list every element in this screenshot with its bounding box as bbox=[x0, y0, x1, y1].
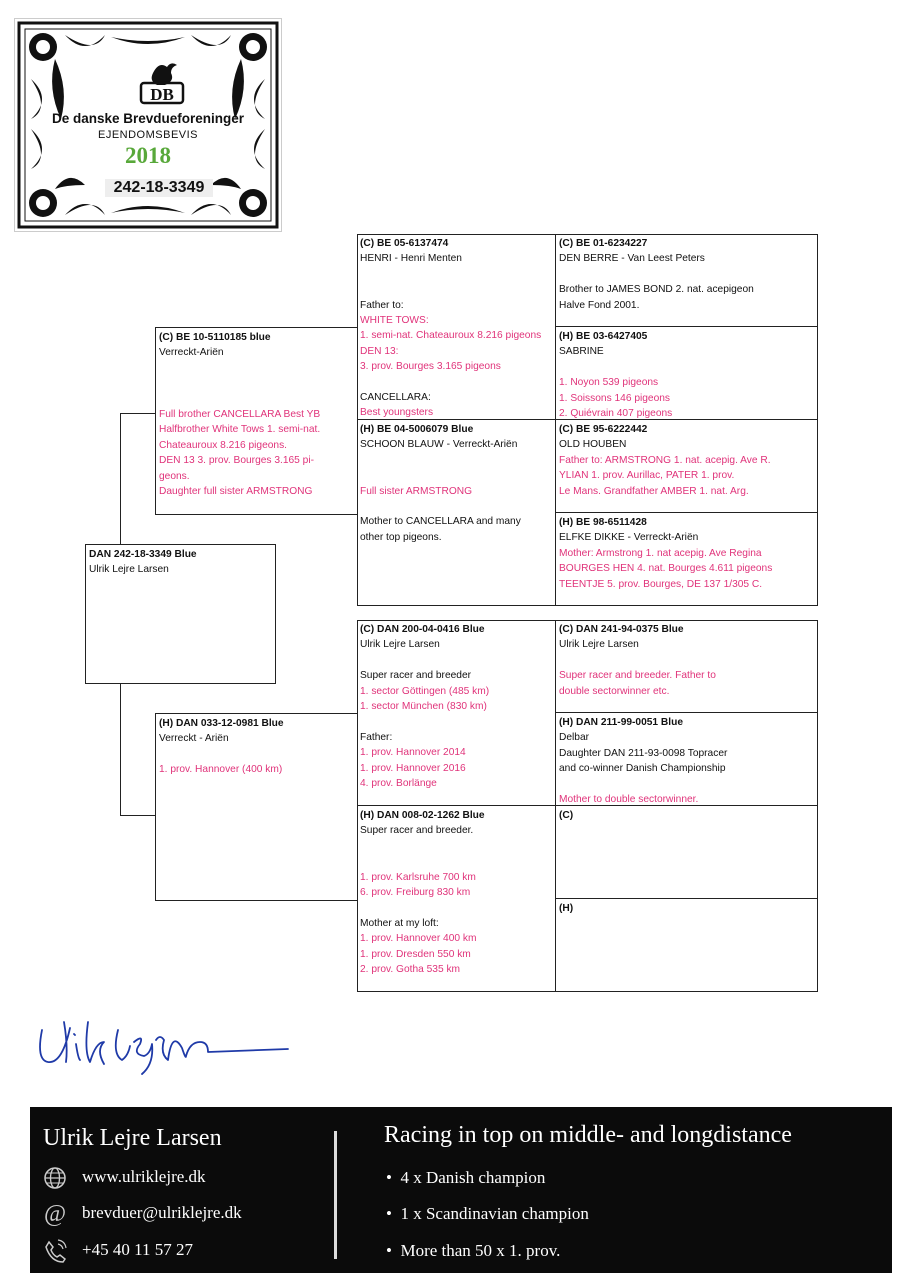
achievement-line: 1. Noyon 539 pigeons bbox=[559, 377, 659, 389]
achievement-bullet: • 1 x Scandinavian champion bbox=[386, 1204, 589, 1223]
pigeon-card-ggp-4 bbox=[556, 513, 818, 594]
achievement-line: 1. sector Göttingen (485 km) bbox=[360, 685, 490, 697]
ring-number: (H) DAN 211-99-0051 Blue bbox=[559, 717, 683, 728]
achievement-line: Halfbrother White Tows 1. semi-nat. bbox=[159, 424, 321, 436]
achievement-line: 2. Quiévrain 407 pigeons bbox=[559, 408, 673, 420]
ring-number: (C) DAN 241-94-0375 Blue bbox=[559, 624, 684, 635]
phone-number[interactable]: +45 40 11 57 27 bbox=[82, 1239, 193, 1259]
achievement-line: 1. prov. Hannover 2016 bbox=[360, 762, 466, 774]
achievement-line: 1. prov. Hannover 2014 bbox=[360, 747, 466, 759]
pigeon-card-ggp-6 bbox=[556, 713, 818, 809]
phone-row bbox=[42, 1238, 193, 1264]
svg-text:DB: DB bbox=[150, 85, 174, 104]
achievement-line: 1. semi-nat. Chateauroux 8.216 pigeons bbox=[360, 330, 542, 342]
pigeon-card-subject bbox=[85, 544, 276, 684]
ring-number: (C) BE 95-6222442 bbox=[559, 424, 648, 435]
at-sign-icon: @ bbox=[43, 1201, 67, 1227]
achievement-line: 2. prov. Gotha 535 km bbox=[360, 964, 461, 976]
achievement-line: 1. prov. Dresden 550 km bbox=[360, 948, 471, 960]
achievement-line: DEN 13: bbox=[360, 345, 399, 357]
email-row bbox=[42, 1201, 242, 1227]
ring-number: (H) BE 98-6511428 bbox=[559, 517, 647, 528]
ring-number: DAN 242-18-3349 Blue bbox=[89, 549, 197, 560]
breeder: OLD HOUBEN bbox=[559, 439, 627, 451]
pigeon-card-dam bbox=[155, 713, 358, 901]
website-row bbox=[42, 1165, 206, 1191]
pigeon-card-ggp-3 bbox=[556, 420, 818, 501]
pigeon-card-ggp-7 bbox=[556, 806, 818, 825]
globe-icon bbox=[42, 1165, 68, 1191]
connector-line bbox=[120, 413, 155, 414]
pigeon-card-sire-dam bbox=[357, 420, 555, 547]
achievement-line: 4. prov. Borlänge bbox=[360, 778, 437, 790]
association-logo bbox=[133, 57, 191, 107]
website-link[interactable]: www.ulriklejre.dk bbox=[82, 1166, 206, 1186]
breeder-name: Ulrik Lejre Larsen bbox=[43, 1125, 222, 1151]
phone-icon bbox=[42, 1238, 68, 1264]
breeder: ELFKE DIKKE - Verreckt-Ariën bbox=[559, 532, 699, 544]
info-label: Mother at my loft: bbox=[360, 917, 439, 929]
achievement-line: Best youngsters bbox=[360, 407, 434, 419]
ring-number: (H) BE 03-6427405 bbox=[559, 331, 648, 342]
breeder: Verreckt - Ariën bbox=[159, 733, 229, 745]
achievement-bullet: • 4 x Danish champion bbox=[386, 1168, 546, 1187]
ring-number: (H) DAN 008-02-1262 Blue bbox=[360, 810, 485, 821]
ring-number: (C) BE 05-6137474 bbox=[360, 238, 449, 249]
achievement-line: Mother: Armstrong 1. nat acepig. Ave Regina bbox=[559, 547, 762, 559]
achievement-line: BOURGES HEN 4. nat. Bourges 4.611 pigeons bbox=[559, 563, 773, 575]
email-link[interactable]: brevduer@ulriklejre.dk bbox=[82, 1202, 242, 1222]
achievement-line: Full brother CANCELLARA Best YB bbox=[159, 408, 321, 420]
breeder: HENRI - Henri Menten bbox=[360, 253, 462, 265]
breeder: SABRINE bbox=[559, 346, 604, 358]
achievement-line: 1. Soissons 146 pigeons bbox=[559, 392, 671, 404]
owner: Ulrik Lejre Larsen bbox=[89, 564, 169, 576]
breeder: Delbar bbox=[559, 732, 590, 744]
ring-number: (C) DAN 200-04-0416 Blue bbox=[360, 624, 485, 635]
pigeon-card-ggp-1 bbox=[556, 234, 818, 315]
achievement-line: double sectorwinner etc. bbox=[559, 685, 670, 697]
footer-tagline: Racing in top on middle- and longdistance bbox=[384, 1122, 792, 1148]
breeder: SCHOON BLAUW - Verreckt-Ariën bbox=[360, 439, 518, 451]
connector-line bbox=[120, 815, 155, 816]
achievement-bullet: • More than 50 x 1. prov. bbox=[386, 1241, 561, 1260]
achievement-line: Le Mans. Grandfather AMBER 1. nat. Arg. bbox=[559, 485, 749, 497]
ring-number: (C) BE 10-5110185 blue bbox=[159, 332, 271, 343]
pigeon-card-ggp-5 bbox=[556, 620, 818, 701]
info-line: and co-winner Danish Championship bbox=[559, 763, 726, 775]
info-line: Daughter DAN 211-93-0098 Topracer bbox=[559, 747, 728, 759]
connector-line bbox=[120, 684, 121, 815]
breeder: Ulrik Lejre Larsen bbox=[559, 639, 639, 651]
breeder: Verreckt-Ariën bbox=[159, 347, 224, 359]
ring-number: (H) DAN 033-12-0981 Blue bbox=[159, 718, 284, 729]
achievement-line: Daughter full sister ARMSTRONG bbox=[159, 486, 313, 498]
breeder: Ulrik Lejre Larsen bbox=[360, 639, 440, 651]
certificate-year: 2018 bbox=[125, 143, 171, 168]
ring-number: (C) bbox=[559, 810, 574, 821]
achievement-line: geons. bbox=[159, 470, 190, 482]
achievement-line: 1. sector München (830 km) bbox=[360, 701, 487, 713]
achievement-line: 1. prov. Hannover (400 km) bbox=[159, 764, 283, 776]
handwritten-signature bbox=[30, 1000, 292, 1090]
achievement-line: WHITE TOWS: bbox=[360, 315, 429, 326]
association-name: De danske Brevdueforeninger bbox=[51, 111, 245, 126]
achievement-line: Father to: ARMSTRONG 1. nat. acepig. Ave R. bbox=[559, 454, 771, 466]
info-label: Father: bbox=[360, 731, 393, 743]
achievement-line: Super racer and breeder. Father to bbox=[559, 670, 716, 682]
info-line: other top pigeons. bbox=[360, 531, 442, 543]
pigeon-card-dam-dam bbox=[357, 806, 555, 979]
info-line: Super racer and breeder. bbox=[360, 825, 474, 837]
info-line: Super racer and breeder bbox=[360, 670, 471, 682]
pigeon-card-sire bbox=[155, 327, 358, 515]
pigeon-card-dam-sire bbox=[357, 620, 555, 793]
connector-line bbox=[120, 413, 121, 544]
achievement-line: 3. prov. Bourges 3.165 pigeons bbox=[360, 361, 501, 373]
info-label: Father to: bbox=[360, 299, 404, 311]
contact-footer bbox=[30, 1107, 892, 1273]
certificate-ring-number: 242-18-3349 bbox=[105, 179, 213, 197]
ring-number: (C) BE 01-6234227 bbox=[559, 238, 648, 249]
pigeon-card-sire-sire bbox=[357, 234, 555, 423]
info-label: CANCELLARA: bbox=[360, 392, 431, 404]
achievement-line: DEN 13 3. prov. Bourges 3.165 pi- bbox=[159, 455, 314, 467]
pigeon-card-ggp-8 bbox=[556, 899, 818, 918]
info-line: Mother to CANCELLARA and many bbox=[360, 516, 521, 528]
achievement-line: TEENTJE 5. prov. Bourges, DE 137 1/305 C. bbox=[559, 578, 763, 590]
achievement-line: 1. prov. Hannover 400 km bbox=[360, 933, 477, 945]
footer-divider bbox=[334, 1131, 337, 1259]
info-line: Halve Fond 2001. bbox=[559, 299, 640, 311]
ownership-certificate bbox=[14, 18, 282, 232]
ring-number: (H) BE 04-5006079 Blue bbox=[360, 424, 474, 435]
ring-number: (H) bbox=[559, 903, 574, 914]
achievement-line: 1. prov. Karlsruhe 700 km bbox=[360, 871, 476, 883]
achievement-line: Chateauroux 8.216 pigeons. bbox=[159, 439, 288, 451]
pigeon-card-ggp-2 bbox=[556, 327, 818, 423]
achievement-line: YLIAN 1. prov. Aurillac, PATER 1. prov. bbox=[559, 470, 735, 482]
achievement-line: 6. prov. Freiburg 830 km bbox=[360, 887, 471, 898]
breeder: DEN BERRE - Van Leest Peters bbox=[559, 253, 705, 265]
info-line: Brother to JAMES BOND 2. nat. acepigeon bbox=[559, 284, 754, 296]
achievement-line: Mother to double sectorwinner. bbox=[559, 794, 699, 806]
achievement-line: Full sister ARMSTRONG bbox=[360, 485, 473, 497]
certificate-subtitle: EJENDOMSBEVIS bbox=[97, 129, 199, 141]
